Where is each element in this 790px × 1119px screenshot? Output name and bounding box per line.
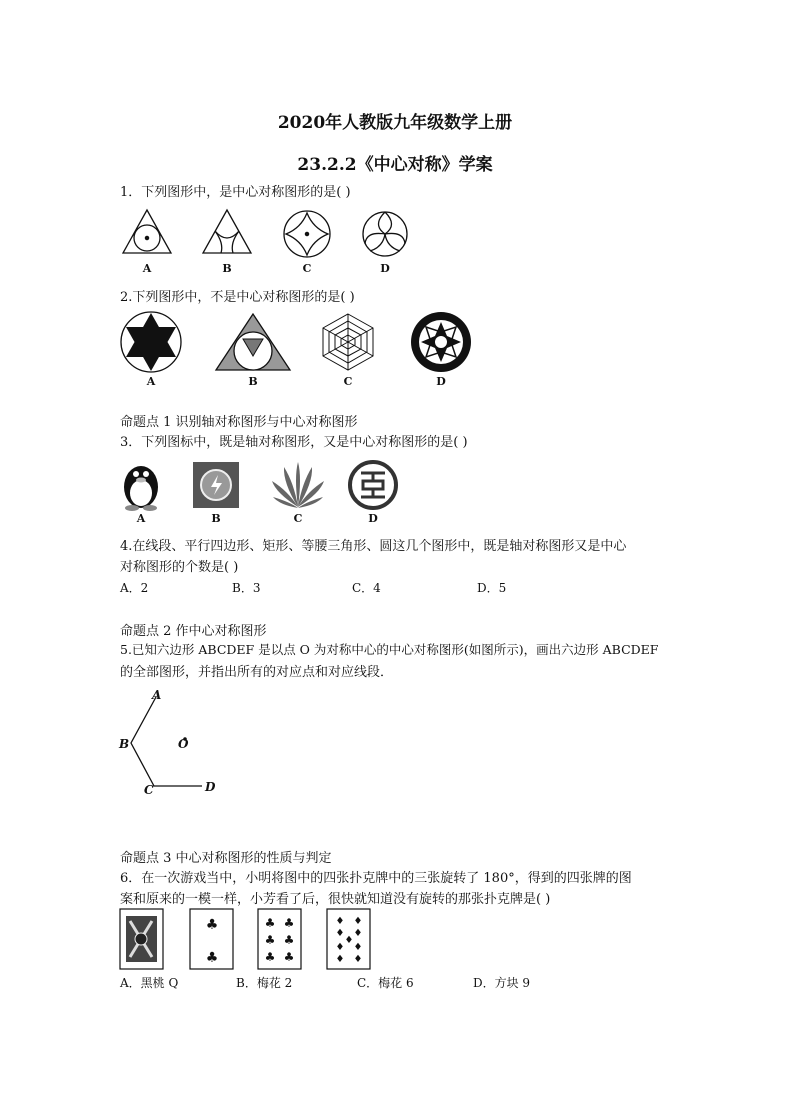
svg-text:♦: ♦: [353, 928, 363, 939]
q2-figure-a: [121, 312, 181, 372]
q2-figure-b: [216, 314, 290, 370]
q6-option-d: D．方块 9: [473, 976, 531, 990]
svg-text:♦: ♦: [335, 942, 345, 953]
svg-text:♣: ♣: [283, 933, 295, 947]
svg-text:♣: ♣: [264, 950, 276, 964]
question-4-line1: 4.在线段、平行四边形、矩形、等腰三角形、圆这几个图形中，既是轴对称图形又是中心: [120, 539, 627, 554]
q1-label-a: A: [142, 262, 152, 275]
q6-option-a: A．黑桃 Q: [120, 976, 179, 990]
question-5-line2: 的全部图形，并指出所有的对应点和对应线段．: [120, 665, 394, 680]
q2-figures: [0, 308, 790, 378]
q5-label-c: C: [144, 783, 154, 797]
q2-label-c: C: [343, 375, 353, 388]
question-6-line1: 6．在一次游戏当中，小明将图中的四张扑克牌中的三张旋转了 180°，得到的四张牌的图: [120, 871, 632, 886]
section-2-heading: 命题点 2 作中心对称图形: [120, 624, 267, 639]
q3-label-d: D: [368, 512, 378, 525]
q4-option-a: A．2: [120, 581, 149, 595]
svg-text:♦: ♦: [335, 954, 345, 965]
question-2-text: 2.下列图形中，不是中心对称图形的是( ): [120, 290, 355, 305]
q6-card-diamond-9: [327, 909, 370, 969]
svg-text:♦: ♦: [335, 928, 345, 939]
q3-label-a: A: [136, 512, 146, 525]
q2-label-b: B: [248, 375, 258, 388]
q3-label-b: B: [211, 512, 221, 525]
q6-option-c: C．梅花 6: [357, 976, 414, 990]
q5-label-a: A: [152, 688, 162, 702]
svg-text:♣: ♣: [283, 916, 295, 930]
q6-card-club-2: [190, 909, 233, 969]
document-title: 2020年人教版九年级数学上册: [277, 113, 513, 133]
svg-text:♣: ♣: [205, 917, 219, 933]
svg-text:♦: ♦: [353, 916, 363, 927]
q5-label-b: B: [119, 737, 130, 751]
q2-figure-c: [323, 314, 373, 370]
q2-label-d: D: [436, 375, 446, 388]
svg-text:♦: ♦: [335, 916, 345, 927]
q6-option-b: B．梅花 2: [236, 976, 293, 990]
q5-label-o: O: [178, 737, 189, 751]
svg-text:♦: ♦: [353, 954, 363, 965]
q1-figure-b: [203, 210, 251, 253]
q6-playing-cards: [0, 907, 790, 972]
q2-label-a: A: [146, 375, 156, 388]
svg-text:♦: ♦: [344, 935, 354, 946]
svg-text:♣: ♣: [283, 950, 295, 964]
q1-label-b: B: [222, 262, 232, 275]
document-subtitle: 23.2.2《中心对称》学案: [297, 155, 493, 175]
section-3-heading: 命题点 3 中心对称图形的性质与判定: [120, 851, 332, 866]
q4-option-c: C．4: [352, 581, 381, 595]
q1-figure-a: [123, 210, 171, 253]
q3-figure-d-seal-icon: [350, 462, 396, 508]
q1-figure-d: [363, 212, 407, 256]
question-6-line2: 案和原来的一模一样，小芳看了后，很快就知道没有旋转的那张扑克牌是( ): [120, 892, 551, 907]
q3-label-c: C: [293, 512, 303, 525]
q5-partial-hexagon: [131, 697, 202, 786]
q5-label-d: D: [205, 780, 216, 794]
question-5-line1: 5.已知六边形 ABCDEF 是以点 O 为对称中心的中心对称图形(如图所示)，画出六边形 ABCDEF: [120, 642, 659, 657]
q6-card-spade-queen: [120, 909, 163, 969]
svg-text:♦: ♦: [353, 942, 363, 953]
question-4-line2: 对称图形的个数是( ): [120, 560, 239, 575]
q3-figure-a-penguin-icon: [124, 466, 158, 511]
section-1-heading: 命题点 1 识别轴对称图形与中心对称图形: [120, 415, 358, 430]
q3-figure-c-fan-icon: [272, 462, 324, 508]
svg-text:♣: ♣: [264, 916, 276, 930]
question-1-text: 1．下列图形中，是中心对称图形的是( ): [120, 185, 351, 200]
q4-option-b: B．3: [232, 581, 261, 595]
q2-figure-d: [411, 312, 471, 372]
svg-text:♣: ♣: [205, 950, 219, 966]
question-3-text: 3．下列图标中，既是轴对称图形，又是中心对称图形的是( ): [120, 435, 468, 450]
q4-option-d: D．5: [477, 581, 507, 595]
svg-text:♣: ♣: [264, 933, 276, 947]
q6-card-club-6: [258, 909, 301, 969]
q1-label-d: D: [380, 262, 390, 275]
q3-figures: [0, 457, 790, 517]
q1-label-c: C: [302, 262, 312, 275]
q3-figure-b-square-icon: [193, 462, 239, 508]
q1-figure-c: [284, 211, 330, 257]
